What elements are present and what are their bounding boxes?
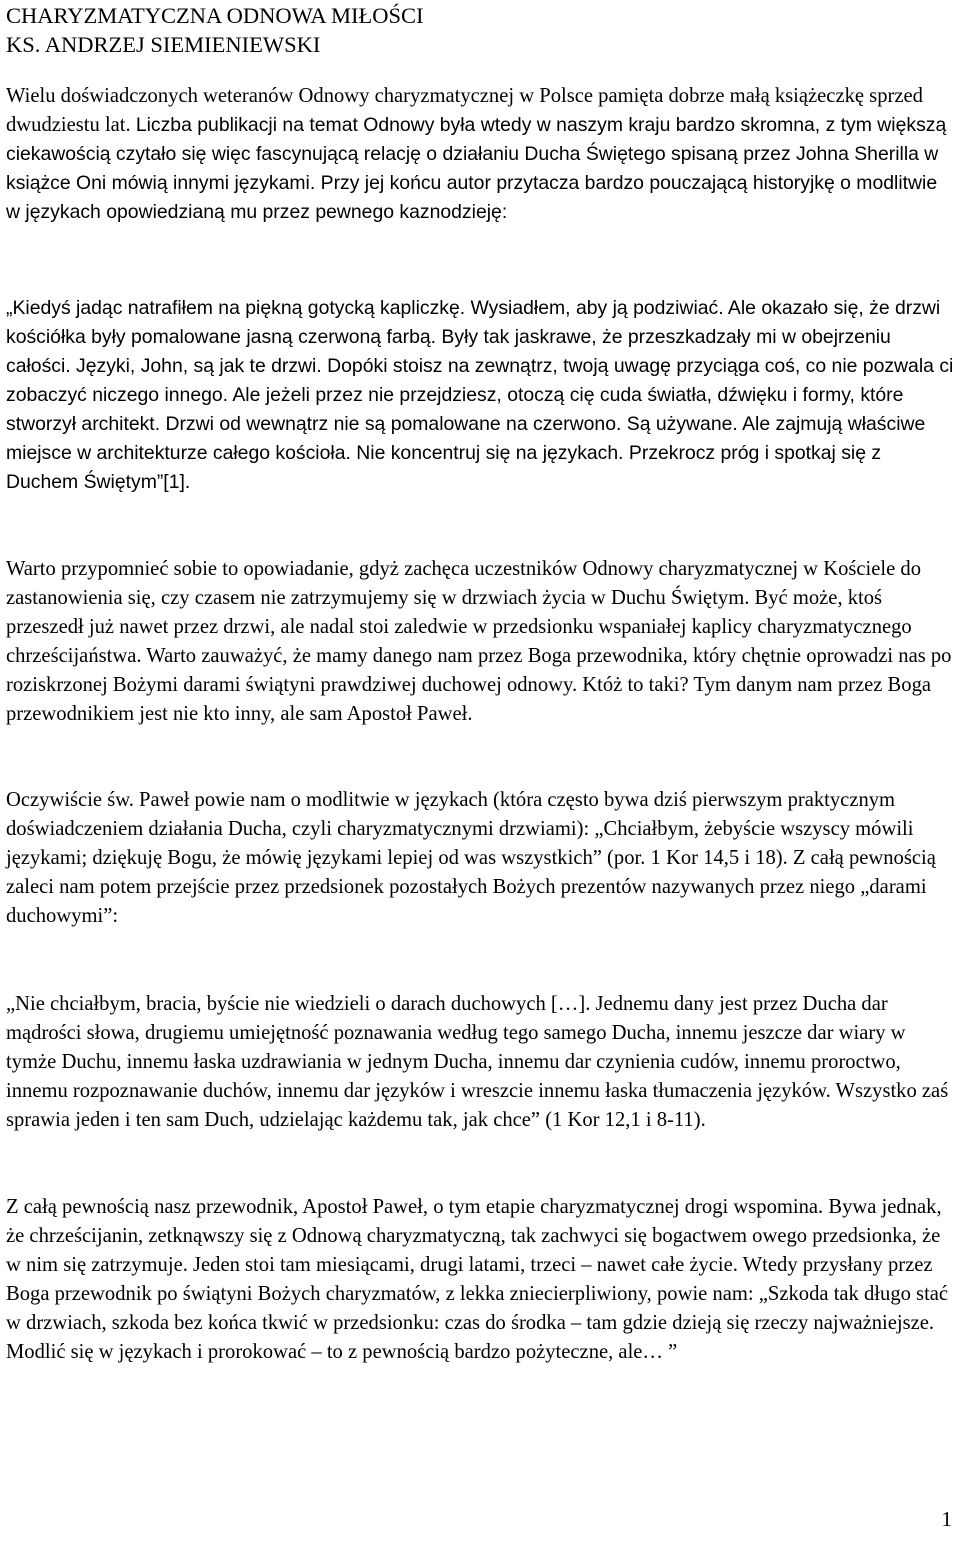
paragraph-intro bbox=[6, 82, 954, 227]
paragraph-intro-part-b: Liczba publikacji na temat Odnowy była wtedy w naszym kraju bardzo skromna, z tym większą ciekawością czytało się więc fascynującą relację o działaniu Ducha Świętego spisaną przez Johna Sherilla w książce Oni mówią innymi językami. Przy jej końcu autor przytacza bardzo pouczającą historyjkę o modlitwie w językach opowiedzianą mu przez pewnego kaznodzieję: bbox=[6, 114, 947, 223]
paragraph-intro-part-a: Wielu doświadczonych weteranów Odnowy charyzmatycznej w Polsce pamięta dobrze małą książeczkę sprzed dwudziestu lat. bbox=[6, 85, 923, 136]
document-author: KS. ANDRZEJ SIEMIENIEWSKI bbox=[6, 32, 321, 57]
paragraph-quote-preacher: „Kiedyś jadąc natrafiłem na piękną gotycką kapliczkę. Wysiadłem, aby ją podziwiać. Ale okazało się, że drzwi kościółka były pomalowane jasną czerwoną farbą. Były tak jaskrawe, że przeszkadzały mi w obejrzeniu całości. Języki, John, są jak te drzwi. Dopóki stoisz na zewnątrz, twoją uwagę przyciąga coś, co nie pozwala ci zobaczyć niczego innego. Ale jeżeli przez nie przejdziesz, otoczą cię cuda światła, dźwięku i formy, które stworzył architekt. Drzwi od wewnątrz nie są pomalowane na czerwono. Są używane. Ale zajmują właściwe miejsce w architekturze całego kościoła. Nie koncentruj się na językach. Przekrocz próg i spotkaj się z Duchem Świętym”[1]. bbox=[6, 297, 954, 493]
paragraph-paul-tongues: Oczywiście św. Paweł powie nam o modlitwie w językach (która często bywa dziś pierwszym praktycznym doświadczeniem działania Ducha, czyli charyzmatycznymi drzwiami): „Chciałbym, żebyście wszyscy mówili językami; dziękuję Bogu, że mówię językami lepiej od was wszystkich” (por. 1 Kor 14,5 i 18). Z całą pewnością zaleci nam potem przejście przez przedsionek pozostałych Bożych prezentów nazywanych przez niego „darami duchowymi”: bbox=[6, 789, 936, 927]
paragraph-quote-corinthians: „Nie chciałbym, bracia, byście nie wiedzieli o darach duchowych […]. Jednemu dany jest przez Ducha dar mądrości słowa, drugiemu umiejętność poznawania według tego samego Ducha, innemu jeszcze dar wiary w tymże Duchu, innemu łaska uzdrawiania w jednym Ducha, innemu dar czynienia cudów, innemu proroctwo, innemu rozpoznawanie duchów, innemu dar języków i wreszcie innemu łaska tłumaczenia języków. Wszystko zaś sprawia jeden i ten sam Duch, udzielając każdemu tak, jak chce” (1 Kor 12,1 i 8-11). bbox=[6, 993, 949, 1131]
paragraph-guide: Z całą pewnością nasz przewodnik, Apostoł Paweł, o tym etapie charyzmatycznej drogi wspomina. Bywa jednak, że chrześcijanin, zetknąwszy się z Odnową charyzmatyczną, tak zachwyci się bogactwem owego przedsionka, że w nim się zatrzymuje. Jeden stoi tam miesiącami, drugi latami, trzeci – nawet całe życie. Wtedy przysłany przez Boga przewodnik po świątyni Bożych charyzmatów, z lekka zniecierpliwiony, powie nam: „Szkoda tak długo stać w drzwiach, szkoda bez końca tkwić w przedsionku: czas do środka – tam gdzie dzieją się rzeczy najważniejsze. Modlić się w językach i prorokować – to z pewnością bardzo pożyteczne, ale… ” bbox=[6, 1196, 949, 1363]
page-number: 1 bbox=[941, 1507, 952, 1531]
document-title: CHARYZMATYCZNA ODNOWA MIŁOŚCI bbox=[6, 3, 424, 28]
paragraph-reflection: Warto przypomnieć sobie to opowiadanie, gdyż zachęca uczestników Odnowy charyzmatycznej w Kościele do zastanowienia się, czy czasem nie zatrzymujemy się w drzwiach życia w Duchu Świętym. Być może, ktoś przeszedł już nawet przez drzwi, ale nadal stoi zaledwie w przedsionku wspaniałej kaplicy charyzmatycznego chrześcijaństwa. Warto zauważyć, że mamy danego nam przez Boga przewodnika, który chętnie oprowadzi nas po roziskrzonej Bożymi darami świątyni prawdziwej duchowej odnowy. Któż to taki? Tym danym nam przez Boga przewodnikiem jest nie kto inny, ale sam Apostoł Paweł. bbox=[6, 558, 952, 725]
